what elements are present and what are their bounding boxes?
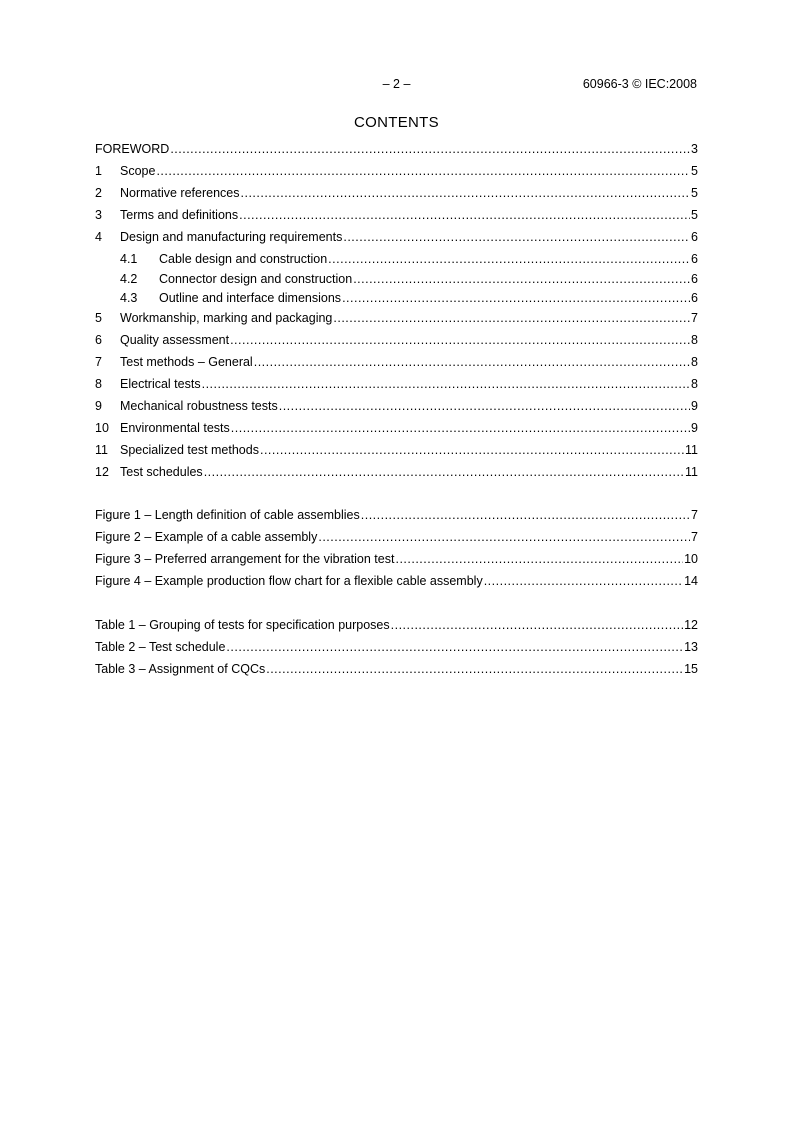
table-entry-label: Table 2 – Test schedule <box>95 640 226 654</box>
toc-entry-page: 5 <box>691 208 698 222</box>
table-entry-label: Table 3 – Assignment of CQCs <box>95 662 266 676</box>
toc-entry-label: Test schedules <box>120 464 203 479</box>
toc-entry-number: 7 <box>95 354 102 369</box>
toc-entry-page: 8 <box>691 354 698 369</box>
toc-entry-page: 8 <box>691 376 698 391</box>
toc-leader <box>395 552 683 566</box>
figure-entry-page: 7 <box>691 530 698 544</box>
table-entry-label: Table 1 – Grouping of tests for specification purposes <box>95 618 390 632</box>
toc-entry-label: Specialized test methods <box>120 442 259 457</box>
toc-entry-number: 5 <box>95 310 102 325</box>
figure-entry-label: Figure 2 – Example of a cable assembly <box>95 530 318 544</box>
toc-entry-page: 6 <box>691 291 698 305</box>
toc-entry-2[interactable] <box>95 186 698 208</box>
toc-entry-12[interactable] <box>95 465 698 487</box>
figure-entry-page: 10 <box>684 552 698 566</box>
toc-entry-3[interactable] <box>95 208 698 230</box>
toc-entry-number: 4.1 <box>120 252 138 266</box>
toc-entry-label: Cable design and construction <box>159 252 328 266</box>
toc-entry-number: 10 <box>95 420 109 435</box>
toc-entry-1[interactable] <box>95 164 698 186</box>
toc-leader <box>353 272 690 286</box>
toc-leader <box>318 530 690 544</box>
toc-entry-label: Quality assessment <box>120 332 230 347</box>
toc-entry-page: 9 <box>691 420 698 435</box>
toc-entry-page: 9 <box>691 398 698 413</box>
toc-tables <box>95 618 698 684</box>
table-entry-1[interactable] <box>95 618 698 640</box>
toc-entry-page: 11 <box>685 464 698 479</box>
figure-entry-page: 14 <box>684 574 698 588</box>
toc-entry-foreword[interactable] <box>95 142 698 164</box>
toc-entry-number: 12 <box>95 464 109 479</box>
toc-leader <box>202 377 690 391</box>
toc-leader <box>266 662 683 676</box>
toc-entry-number: 4.3 <box>120 291 138 305</box>
figure-entry-label: Figure 4 – Example production flow chart for a flexible cable assembly <box>95 574 483 588</box>
toc-leader <box>343 230 690 244</box>
toc-entry-4-1[interactable] <box>95 252 698 272</box>
toc-entry-number: 11 <box>95 442 108 457</box>
toc-entry-label: Design and manufacturing requirements <box>120 230 343 244</box>
toc-entry-page: 6 <box>691 230 698 244</box>
toc-entry-page: 7 <box>691 310 698 325</box>
toc-entry-number: 3 <box>95 208 102 222</box>
toc-entry-number: 4 <box>95 230 102 244</box>
page-number: – 2 – <box>382 77 411 91</box>
toc-leader <box>226 640 683 654</box>
toc-entry-label: Electrical tests <box>120 376 201 391</box>
toc-entry-label: Mechanical robustness tests <box>120 398 278 413</box>
figure-entry-label: Figure 1 – Length definition of cable assemblies <box>95 508 360 522</box>
table-entry-3[interactable] <box>95 662 698 684</box>
toc-entry-7[interactable] <box>95 355 698 377</box>
contents-title: CONTENTS <box>354 114 439 131</box>
toc-entry-label: Outline and interface dimensions <box>159 291 342 305</box>
toc-leader <box>156 164 690 178</box>
toc-leader <box>239 208 690 222</box>
toc-sections <box>95 142 698 487</box>
toc-entry-number: 4.2 <box>120 271 138 286</box>
toc-entry-6[interactable] <box>95 333 698 355</box>
toc-entry-number: 1 <box>95 164 102 178</box>
figure-entry-2[interactable] <box>95 530 698 552</box>
toc-leader <box>241 186 691 200</box>
figure-entry-4[interactable] <box>95 574 698 596</box>
toc-entry-label: Environmental tests <box>120 420 230 435</box>
toc-entry-label: Terms and definitions <box>120 208 239 222</box>
toc-leader <box>333 311 690 325</box>
toc-entry-label: Test methods – General <box>120 354 253 369</box>
toc-entry-page: 5 <box>691 186 698 200</box>
toc-leader <box>328 252 690 266</box>
toc-leader <box>260 443 684 457</box>
table-entry-2[interactable] <box>95 640 698 662</box>
toc-entry-number: 6 <box>95 332 102 347</box>
toc-leader <box>484 574 683 588</box>
toc-leader <box>254 355 690 369</box>
table-entry-page: 12 <box>684 618 698 632</box>
toc-entry-4-2[interactable] <box>95 272 698 292</box>
toc-entry-10[interactable] <box>95 421 698 443</box>
figure-entry-1[interactable] <box>95 508 698 530</box>
toc-entry-4-3[interactable] <box>95 291 698 311</box>
toc-entry-4[interactable] <box>95 230 698 252</box>
toc-entry-number: 2 <box>95 186 102 200</box>
figure-entry-page: 7 <box>691 508 698 522</box>
toc-entry-11[interactable] <box>95 443 698 465</box>
toc-entry-page: 11 <box>685 442 698 457</box>
toc-entry-label: Connector design and construction <box>159 271 353 286</box>
toc-entry-label: Workmanship, marking and packaging <box>120 310 333 325</box>
toc-leader <box>391 618 683 632</box>
toc-leader <box>361 508 690 522</box>
toc-leader <box>231 421 690 435</box>
toc-entry-number: 8 <box>95 376 102 391</box>
toc-entry-page: 6 <box>691 252 698 266</box>
toc-entry-9[interactable] <box>95 399 698 421</box>
toc-entry-number: 9 <box>95 398 102 413</box>
toc-entry-page: 6 <box>691 271 698 286</box>
figure-entry-3[interactable] <box>95 552 698 574</box>
toc-entry-label: Scope <box>120 164 156 178</box>
toc-entry-5[interactable] <box>95 311 698 333</box>
toc-entry-page: 5 <box>691 164 698 178</box>
toc-leader <box>170 142 690 156</box>
toc-leader <box>279 399 690 413</box>
toc-leader <box>230 333 690 347</box>
toc-entry-8[interactable] <box>95 377 698 399</box>
toc-leader <box>342 291 690 305</box>
table-entry-page: 15 <box>684 662 698 676</box>
toc-entry-page: 3 <box>691 142 698 156</box>
toc-entry-label: Normative references <box>120 186 240 200</box>
table-entry-page: 13 <box>684 640 698 654</box>
toc-leader <box>204 465 684 479</box>
toc-entry-page: 8 <box>691 332 698 347</box>
document-id: 60966-3 © IEC:2008 <box>582 77 697 91</box>
toc-figures <box>95 508 698 596</box>
toc-entry-label: FOREWORD <box>95 142 170 156</box>
figure-entry-label: Figure 3 – Preferred arrangement for the vibration test <box>95 552 395 566</box>
